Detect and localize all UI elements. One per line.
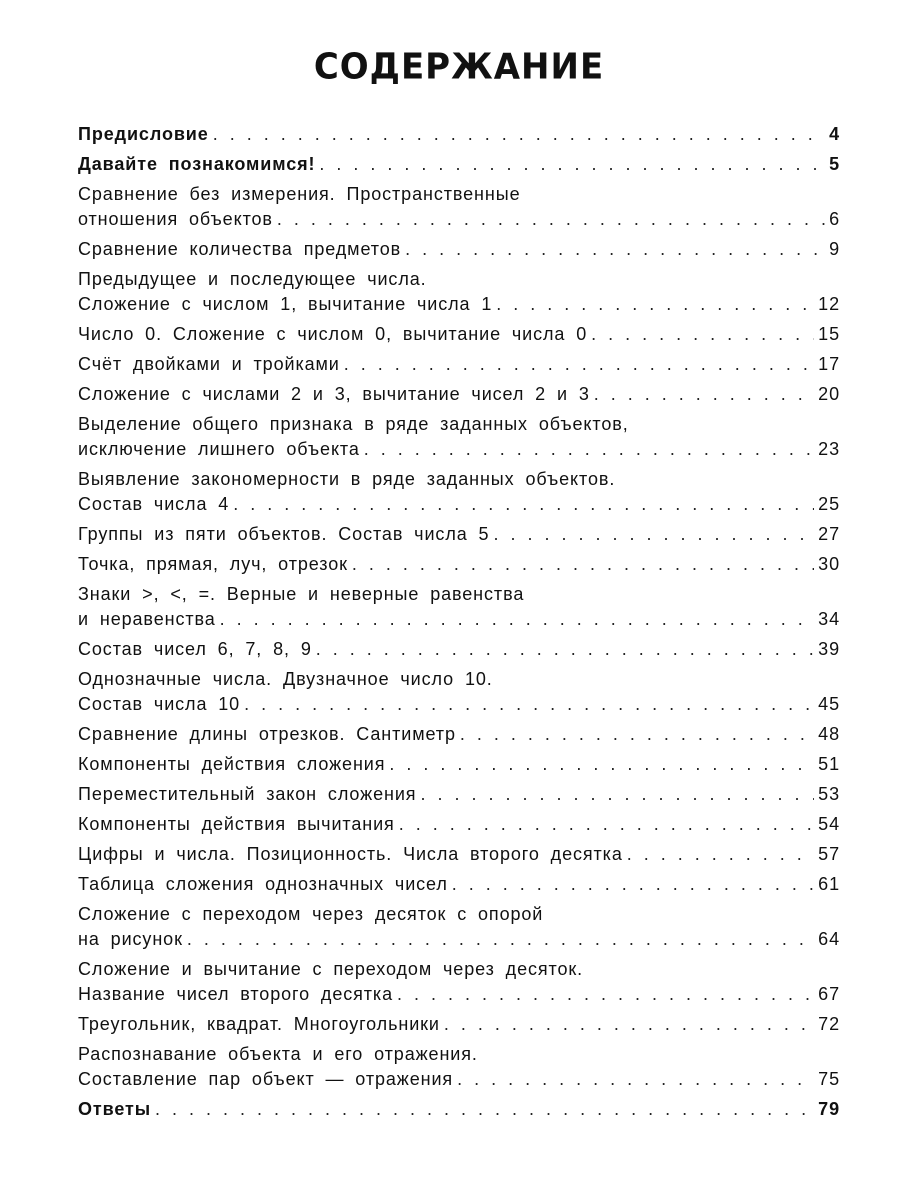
toc-page-number: 54	[818, 814, 840, 834]
dot-leader	[277, 207, 825, 232]
toc-entry-line-with-page	[78, 982, 840, 1007]
toc-entry[interactable]	[78, 182, 840, 232]
toc-entry[interactable]	[78, 1097, 840, 1122]
toc-page-number: 12	[818, 294, 840, 314]
toc-entry[interactable]	[78, 352, 840, 377]
toc-page-number: 34	[818, 609, 840, 629]
toc-entry-title: Составление пар объект — отражения	[78, 1069, 454, 1089]
toc-entry-title: Сравнение без измерения. Пространственные	[78, 184, 521, 204]
dot-leader	[344, 352, 814, 377]
toc-entry-title: Цифры и числа. Позиционность. Числа второго десятка	[78, 844, 623, 864]
toc-entry-title: Сложение и вычитание с переходом через десяток.	[78, 959, 584, 979]
toc-entry-title: Знаки >, <, =. Верные и неверные равенства	[78, 584, 525, 604]
dot-leader	[591, 322, 814, 347]
toc-page-number: 79	[818, 1099, 840, 1119]
toc-entry-title: Распознавание объекта и его отражения.	[78, 1044, 478, 1064]
toc-entry-line	[78, 1042, 840, 1067]
toc-page-number: 6	[829, 209, 840, 229]
toc-entry-line-with-page	[78, 812, 840, 837]
toc-entry[interactable]	[78, 322, 840, 347]
toc-page-number: 72	[818, 1014, 840, 1034]
toc-entry[interactable]	[78, 1012, 840, 1037]
toc-page-number: 30	[818, 554, 840, 574]
toc-entry-line	[78, 267, 840, 292]
dot-leader	[399, 812, 814, 837]
toc-entry-line-with-page	[78, 607, 840, 632]
toc-entry-line-with-page	[78, 207, 840, 232]
toc-entry-line	[78, 902, 840, 927]
toc-entry-line	[78, 667, 840, 692]
toc-page-number: 23	[818, 439, 840, 459]
toc-entry-line-with-page	[78, 1067, 840, 1092]
toc-entry-line-with-page	[78, 292, 840, 317]
toc-page-number: 9	[829, 239, 840, 259]
toc-entry[interactable]	[78, 382, 840, 407]
dot-leader	[319, 152, 825, 177]
toc-page-number: 39	[818, 639, 840, 659]
toc-page-number: 57	[818, 844, 840, 864]
toc-entry[interactable]	[78, 522, 840, 547]
dot-leader	[352, 552, 814, 577]
toc-page-number: 5	[829, 154, 840, 174]
toc-entry-line	[78, 957, 840, 982]
toc-entry-line-with-page	[78, 692, 840, 717]
toc-entry[interactable]	[78, 872, 840, 897]
toc-entry-line	[78, 582, 840, 607]
toc-entry[interactable]	[78, 902, 840, 952]
toc-entry-line-with-page	[78, 1097, 840, 1122]
toc-page-number: 67	[818, 984, 840, 1004]
toc-entry-line-with-page	[78, 122, 840, 147]
toc-entry-line	[78, 182, 840, 207]
toc-page-number: 48	[818, 724, 840, 744]
toc-entry-title: Таблица сложения однозначных чисел	[78, 874, 448, 894]
toc-entry-title: Выявление закономерности в ряде заданных объектов.	[78, 469, 616, 489]
dot-leader	[155, 1097, 814, 1122]
toc-entry-title: и неравенства	[78, 609, 216, 629]
dot-leader	[397, 982, 814, 1007]
dot-leader	[389, 752, 814, 777]
toc-entry-title: Группы из пяти объектов. Состав числа 5	[78, 524, 490, 544]
toc-page-number: 4	[829, 124, 840, 144]
dot-leader	[496, 292, 814, 317]
toc-page-number: 75	[818, 1069, 840, 1089]
dot-leader	[220, 607, 815, 632]
toc-entry[interactable]	[78, 842, 840, 867]
toc-entry-line-with-page	[78, 492, 840, 517]
toc-entry-line	[78, 467, 840, 492]
toc-entry[interactable]	[78, 957, 840, 1007]
toc-entry-title: Сложение с числами 2 и 3, вычитание чисел 2 и 3	[78, 384, 590, 404]
toc-entry-title: Состав чисел 6, 7, 8, 9	[78, 639, 312, 659]
toc-entry-line-with-page	[78, 1012, 840, 1037]
dot-leader	[460, 722, 814, 747]
toc-entry-line-with-page	[78, 437, 840, 462]
dot-leader	[244, 692, 814, 717]
toc-entry[interactable]	[78, 237, 840, 262]
toc-entry[interactable]	[78, 782, 840, 807]
toc-page-number: 51	[818, 754, 840, 774]
toc-page-number: 20	[818, 384, 840, 404]
toc-entry-title: Предисловие	[78, 124, 209, 144]
toc-entry-line-with-page	[78, 322, 840, 347]
toc-entry-title: Однозначные числа. Двузначное число 10.	[78, 669, 493, 689]
toc-entry-line-with-page	[78, 782, 840, 807]
toc-page-number: 64	[818, 929, 840, 949]
toc-entry-line-with-page	[78, 872, 840, 897]
dot-leader	[452, 872, 814, 897]
toc-page-number: 25	[818, 494, 840, 514]
toc-entry-line	[78, 412, 840, 437]
dot-leader	[420, 782, 814, 807]
toc-entry[interactable]	[78, 152, 840, 177]
toc-entry[interactable]	[78, 412, 840, 462]
toc-entry[interactable]	[78, 667, 840, 717]
page-title: СОДЕРЖАНИЕ	[313, 45, 605, 88]
dot-leader	[457, 1067, 814, 1092]
toc-entry-title: Счёт двойками и тройками	[78, 354, 340, 374]
toc-entry-title: Состав числа 4	[78, 494, 230, 514]
toc-entry-line-with-page	[78, 722, 840, 747]
toc-entry[interactable]	[78, 722, 840, 747]
toc-entry-line-with-page	[78, 152, 840, 177]
toc-entry-line-with-page	[78, 382, 840, 407]
toc-entry-title: Переместительный закон сложения	[78, 784, 417, 804]
toc-entry[interactable]	[78, 752, 840, 777]
dot-leader	[213, 122, 825, 147]
toc-entry-line-with-page	[78, 352, 840, 377]
toc-entry[interactable]	[78, 267, 840, 317]
toc-page-number: 53	[818, 784, 840, 804]
toc-entry-title: на рисунок	[78, 929, 183, 949]
toc-entry-title: Сравнение длины отрезков. Сантиметр	[78, 724, 456, 744]
toc-entry-title: Название чисел второго десятка	[78, 984, 393, 1004]
toc-entry-title: Сложение с переходом через десяток с опорой	[78, 904, 544, 924]
toc-entry-title: Точка, прямая, луч, отрезок	[78, 554, 348, 574]
toc-entry[interactable]	[78, 582, 840, 632]
toc-page-number: 61	[818, 874, 840, 894]
toc-entry-line-with-page	[78, 842, 840, 867]
dot-leader	[444, 1012, 814, 1037]
toc-entry-title: Состав числа 10	[78, 694, 241, 714]
toc-entry-title: Компоненты действия сложения	[78, 754, 386, 774]
dot-leader	[493, 522, 814, 547]
toc-page-number: 27	[818, 524, 840, 544]
toc-entry-title: Выделение общего признака в ряде заданных объектов,	[78, 414, 629, 434]
toc-entry[interactable]	[78, 1042, 840, 1092]
dot-leader	[627, 842, 814, 867]
toc-entry[interactable]	[78, 467, 840, 517]
dot-leader	[594, 382, 814, 407]
dot-leader	[316, 637, 814, 662]
toc-entry-title: исключение лишнего объекта	[78, 439, 360, 459]
toc-entry-title: Предыдущее и последующее числа.	[78, 269, 427, 289]
dot-leader	[405, 237, 825, 262]
toc-entry-line-with-page	[78, 637, 840, 662]
toc-entry-line-with-page	[78, 552, 840, 577]
toc-entry-title: Компоненты действия вычитания	[78, 814, 395, 834]
toc-entry[interactable]	[78, 637, 840, 662]
toc-entry-line-with-page	[78, 237, 840, 262]
toc-entry-title: Число 0. Сложение с числом 0, вычитание числа 0	[78, 324, 588, 344]
toc-page-number: 45	[818, 694, 840, 714]
toc-entry-title: отношения объектов	[78, 209, 273, 229]
toc-entry-line-with-page	[78, 522, 840, 547]
dot-leader	[364, 437, 814, 462]
toc-page-number: 15	[818, 324, 840, 344]
toc-entry[interactable]	[78, 122, 840, 147]
toc-entry-line-with-page	[78, 927, 840, 952]
toc-entry-title: Треугольник, квадрат. Многоугольники	[78, 1014, 440, 1034]
table-of-contents	[78, 122, 840, 1122]
toc-entry[interactable]	[78, 812, 840, 837]
toc-entry[interactable]	[78, 552, 840, 577]
dot-leader	[187, 927, 814, 952]
toc-entry-title: Сравнение количества предметов	[78, 239, 402, 259]
toc-entry-title: Сложение с числом 1, вычитание числа 1	[78, 294, 493, 314]
toc-page-number: 17	[818, 354, 840, 374]
toc-entry-title: Давайте познакомимся!	[78, 154, 316, 174]
toc-entry-line-with-page	[78, 752, 840, 777]
dot-leader	[233, 492, 814, 517]
toc-entry-title: Ответы	[78, 1099, 152, 1119]
